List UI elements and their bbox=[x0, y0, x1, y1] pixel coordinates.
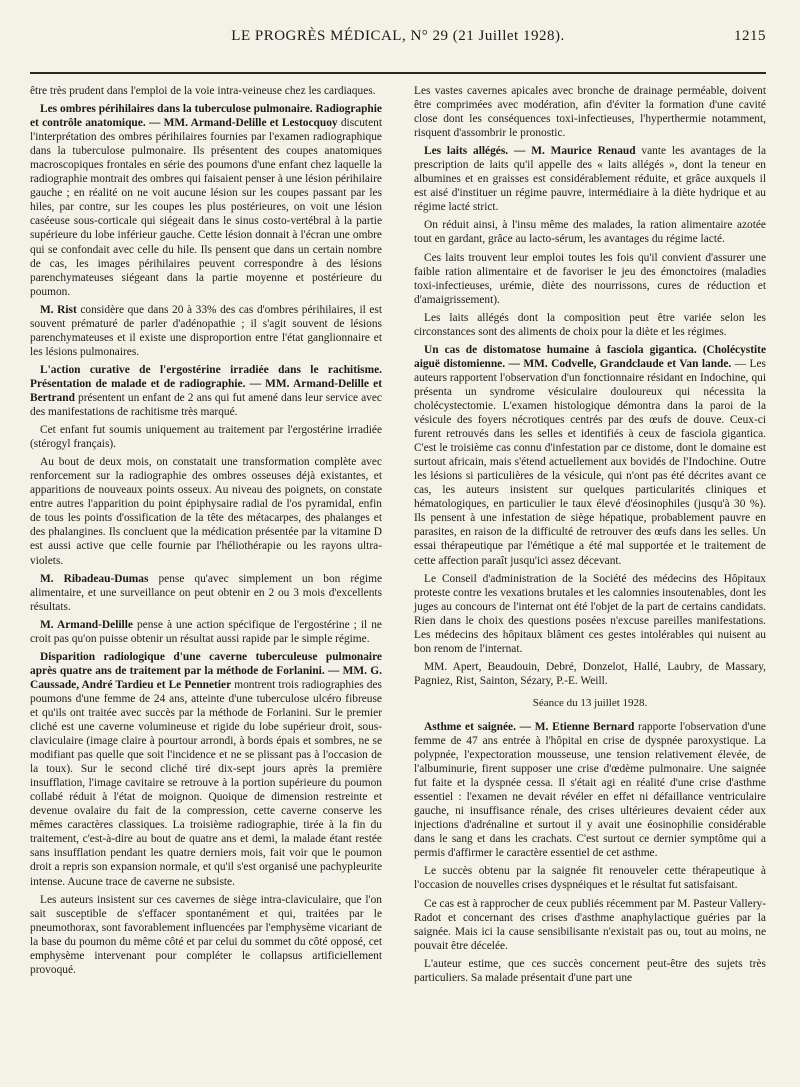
paragraph-text: Ces laits trouvent leur emploi toutes les fois qu'il convient d'assurer une faible ration alimentaire et de favoriser le jeu des émonctoires (maladies toxi-infectieuses, urémie, diète des nourrissons, cures de réduction et d'amaigrissement). bbox=[414, 251, 766, 306]
paragraph-text: considère que dans 20 à 33% des cas d'ombres périhilaires, il est souvent prématuré de parler d'adénopathie ; il s'agit souvent de lésions parenchymateuses et il existe une disproportion entre l'état ganglionnaire et les lésions pulmonaires. bbox=[30, 303, 382, 358]
paragraph-text: — Les auteurs rapportent l'observation d'un fonctionnaire résidant en Indochine, qui présenta un syndrome vésiculaire douloureux qui nécessita la cholécystectomie. L'examen histologique démontra dans la paroi de la vésicule des foyers nécrotiques centrés par des œufs de douve. Ceux-ci furent retrouvés dans les selles et identifiés à ceux de fasciola gigantica. C'est le troisième cas connu d'infestation par ce distome, dont le domaine est surtout africain, mais s'étend actuellement aux bovidés de l'Indochine. Outre les lésions si particulières de la vésicule, qui n'ont pas été décrites avant ce cas, les auteurs insistent sur quelques particularités cliniques et hématologiques, en particulier le taux élevé d'éosinophiles (jusqu'à 30 %). Ils pensent à une infestation de siège hépatique, probablement pauvre en parasites, en raison de la difficulté de retrouver des œufs dans les selles. Un essai thérapeutique par l'émétique a été mal supportée et le traitement de cette affection paraît jusqu'ici assez décevant. bbox=[414, 357, 766, 567]
paragraph-text: présentent un enfant de 2 ans qui fut amené dans leur service avec des manifestations de rachitisme très marqué. bbox=[30, 391, 382, 419]
paragraph-text: Au bout de deux mois, on constatait une transformation complète avec renforcement sur la radiographie des ombres osseuses déjà existantes, et apparitions de nouveaux points osseux. Au niveau des poignets, on constate entre autres l'apparition du point épiphysaire radial de l'os pyramidal, enfin de tous les points d'ossification de la tête des métacarpes, des phalanges et des phalangines. Ils concluent que la médication présentée par la vitamine D est aussi active que celle fournie par l'héliothérapie ou les rayons ultra-violets. bbox=[30, 456, 382, 567]
paragraph bbox=[30, 618, 382, 646]
section-heading: Disparition radiologique d'une caverne tuberculeuse pulmonaire après quatre ans de traitement par la méthode de Forlanini. — MM. G. Caussade, André Tardieu et Le Pennetier bbox=[30, 650, 382, 691]
paragraph bbox=[414, 84, 766, 140]
paragraph bbox=[414, 897, 766, 953]
paragraph-text: pense qu'avec simplement un bon régime alimentaire, et une surveillance on peut obtenir en 2 ou 3 mois d'excellents résultats. bbox=[30, 572, 383, 613]
paragraph bbox=[30, 455, 382, 567]
paragraph-text: être très prudent dans l'emploi de la voie intra-veineuse chez les cardiaques. bbox=[30, 85, 376, 97]
paragraph bbox=[30, 423, 382, 451]
paragraph bbox=[414, 251, 766, 307]
section-heading: Un cas de distomatose humaine à fasciola gigantica. (Cholécystite aiguë distomienne. — MM. Codvelle, Grandclaude et Van lande. bbox=[414, 343, 766, 370]
paragraph bbox=[414, 343, 766, 568]
paragraph bbox=[414, 572, 766, 656]
paragraph-text: discutent l'interprétation des ombres périhilaires fournies par l'examen radiographique dans la tuberculose pulmonaire. Ils présentent des coupes anatomiques macroscopiques frontales en série des poumons d'une enfant chez laquelle la radiographie montrait des ombres qui faisaient penser à une lésion périhilaire gauche ; en réalité on ne voit aucune lésion sur les coupes passant par les hiles, par contre, sur les coupes les plus postérieures, on voit une lésion caséeuse sous-corticale qui siégeait dans le sinus costo-vertébral à la partie supérieure du lobe inférieur gauche. Cette lésion donnait à l'écran une ombre qui se confondait avec celle du hile. Ils pensent que dans un certain nombre de cas, les images périhilaires peuvent correspondre à des lésions parenchymateuses siégeant dans la partie moyenne et postérieure du poumon. bbox=[30, 117, 382, 298]
paragraph-text: Séance du 13 juillet 1928. bbox=[532, 696, 648, 709]
paragraph bbox=[414, 696, 766, 710]
paragraph bbox=[30, 303, 382, 359]
paragraph-text: MM. Apert, Beaudouin, Debré, Donzelot, Hallé, Laubry, de Massary, Pagniez, Rist, Sainton, Sézary, P.-E. Weill. bbox=[414, 660, 766, 687]
paragraph-text: Le Conseil d'administration de la Société des médecins des Hôpitaux proteste contre les vexations brutales et les calomnies insoutenables, dont les juges au concours de l'internat ont été l'objet de la part de certains candidats. Rien dans le choix des questions posées n'excuse pareilles manifestations. Les médecins des hôpitaux blâment ces gestes intolérables qui nuisent au bon renom de l'internat. bbox=[414, 572, 766, 655]
paragraph bbox=[30, 572, 382, 614]
two-column-body bbox=[30, 84, 766, 989]
paragraph bbox=[414, 864, 766, 892]
paragraph-text: Ce cas est à rapprocher de ceux publiés récemment par M. Pasteur Vallery-Radot et concernant des crises d'asthme anaphylactique guéries par la saignée. Mais ici la cause sensibilisante n'existait pas ou, tout au moins, ne pouvait être décelée. bbox=[414, 897, 766, 952]
paragraph bbox=[30, 650, 382, 889]
running-header bbox=[30, 26, 766, 48]
paragraph-text: Le succès obtenu par la saignée fit renouveler cette thérapeutique à l'occasion de nouvelles crises dyspnéiques et le résultat fut satisfaisant. bbox=[414, 865, 766, 892]
paragraph bbox=[414, 144, 766, 214]
paragraph-text: Les vastes cavernes apicales avec bronche de drainage perméable, doivent être comprimées avec modération, afin d'éviter la formation d'une cavité close dont les conséquences toxi-infectieuses, l'hyperthermie notamment, risquent d'assombrir le pronostic. bbox=[414, 85, 766, 140]
section-heading: Asthme et saignée. — M. Etienne Bernard bbox=[424, 720, 635, 733]
section-heading: Les ombres périhilaires dans la tuberculose pulmonaire. Radiographie et contrôle anatomique. — MM. Armand-Delille et Lestocquoy bbox=[30, 103, 382, 130]
page-number: 1215 bbox=[734, 28, 766, 44]
paragraph-text: L'auteur estime, que ces succès concernent peut-être des sujets très particuliers. Sa malade présentait d'une part une bbox=[414, 957, 766, 984]
paragraph-text: Cet enfant fut soumis uniquement au traitement par l'ergostérine irradiée (stérogyl français). bbox=[30, 424, 382, 451]
paragraph bbox=[414, 720, 766, 860]
paragraph-text: Les laits allégés dont la composition peut être variée selon les circonstances sont des aliments de choix pour la diète et les régimes. bbox=[414, 311, 766, 338]
paragraph bbox=[30, 893, 382, 977]
paragraph-text: montrent trois radiographies des poumons d'une femme de 24 ans, atteinte d'une tuberculose ulcéro fibreuse et qu'ils ont traitée avec succès par la méthode de Forlanini. Sur le premier cliché est une caverne volumineuse et rigide du lobe supérieur droit, sous-claviculaire (image claire à pourtour arrondi, à bords épais et sombres, ne se modifiant pas quelle que soit l'incidence et ne se plissant pas à l'occasion de la toux). Sur le second cliché tiré dix-sept jours après la première insufflation, l'image cavitaire se retrouve à la portion supérieure du poumon collabé réduit à l'état de moignon. Quoique de dimension restreinte et devenue ovalaire du fait de la compression, cette caverne conserve les mêmes caractères classiques. La troisième radiographie, tirée à la fin du traitement, c'est-à-dire au bout de quatre ans et demi, la malade étant restée sans insufflation pendant les quatre derniers mois, fait voir que le poumon droit a repris son expansion normale, et qu'il s'est organisé une pachypleurite intense. Aucune trace de caverne ne subsiste. bbox=[30, 678, 382, 888]
section-heading: L'action curative de l'ergostérine irradiée dans le rachitisme. Présentation de malade et de radiographie. — MM. Armand-Delille et Bertrand bbox=[30, 363, 382, 404]
paragraph bbox=[30, 102, 382, 299]
paragraph bbox=[30, 84, 382, 98]
paragraph-text: vante les avantages de la prescription de laits qu'il appelle des « laits allégés », dont la teneur en albumines et en graisses est considérablement réduite, et grâce auxquels il est aisé d'instituer un régime pauvre, intermédiaire à la diète hydrique et au régime lacté strict. bbox=[414, 145, 767, 214]
paragraph bbox=[414, 218, 766, 246]
journal-title: LE PROGRÈS MÉDICAL, N° 29 (21 Juillet 1928). bbox=[231, 28, 565, 44]
paragraph-text: On réduit ainsi, à l'insu même des malades, la ration alimentaire azotée tout en gardant, grâce au lacto-sérum, les avantages du régime lacté. bbox=[414, 219, 766, 246]
paragraph-text: rapporte l'observation d'une femme de 47 ans entrée à l'hôpital en crise de dyspnée paroxystique. La polypnée, l'expectoration mousseuse, une tension relativement élevée, de l'albuminurie, firent supposer une crise d'œdème pulmonaire. Une saignée fut faite et la dyspnée cessa. Il s'était agi en réalité d'une crise d'asthme essentiel : l'examen ne devait révéler en effet ni défaillance ventriculaire gauche, ni insuffisance rénale, des crises ultérieures devaient céder aux injections d'adrénaline et surtout il y avait une éosinophilie considérable dans le sang et dans les crachats. C'est surtout ce dernier symptôme qui a permis d'affirmer le caractère essentiel de cet asthme. bbox=[414, 720, 766, 860]
paragraph bbox=[414, 311, 766, 339]
section-heading: M. Rist bbox=[40, 303, 77, 316]
section-heading: Les laits allégés. — M. Maurice Renaud bbox=[424, 145, 636, 158]
right-column bbox=[414, 84, 766, 989]
paragraph-text: pense à une action spécifique de l'ergostérine ; il ne croit pas qu'on puisse obtenir un résultat aussi rapide par le simple régime. bbox=[30, 618, 382, 645]
left-column bbox=[30, 84, 382, 989]
section-heading: M. Ribadeau-Dumas bbox=[40, 572, 149, 585]
paragraph bbox=[414, 660, 766, 688]
paragraph bbox=[30, 363, 382, 419]
section-heading: M. Armand-Delille bbox=[40, 618, 133, 631]
header-rule bbox=[30, 72, 766, 74]
paragraph bbox=[414, 957, 766, 985]
paragraph-text: Les auteurs insistent sur ces cavernes de siège intra-claviculaire, que l'on sait susceptible de s'effacer spontanément et qui, traitées par le pneumothorax, sont favorablement influencées par l'emphysème vicariant de la base du poumon du même côté et par celui du sommet du côté opposé, cet emphysème intervenant pour compléter le collapsus artificiellement provoqué. bbox=[30, 893, 382, 976]
